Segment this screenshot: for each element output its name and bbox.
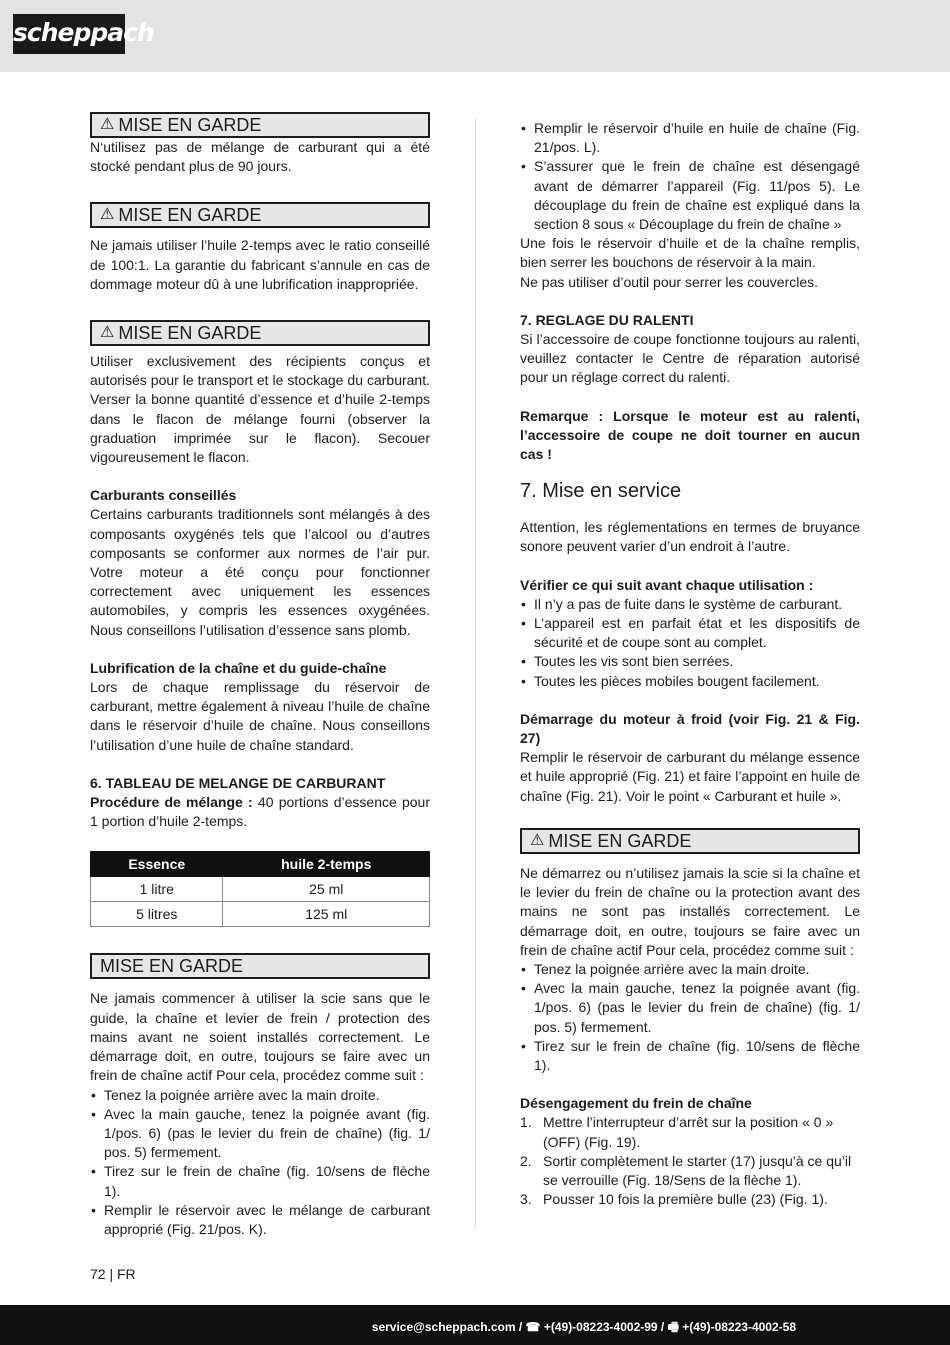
lube-text: Lors de chaque remplissage du réservoir de carburant, mettre également à niveau l’huile de chaîne dans le réservoir d’huile de chaîne. Nous conseillons l’utilisation d’une huile de chaîne standard. [90,679,430,753]
warning-list [520,960,860,1075]
body-text: Ne pas utiliser d’outil pour serrer les couvercles. [520,273,819,290]
table-cell: 25 ml [223,877,430,902]
list-item: • Remplir le réservoir d’huile en huile de chaîne (Fig. 21/pos. L). [520,119,860,157]
table-cell: 125 ml [223,902,430,927]
body-text: Une fois le réservoir d’huile et de la chaîne remplis, bien serrer les bouchons de réservoir à la main. [520,235,860,271]
brake-heading: Désengagement du frein de chaîne [520,1095,752,1112]
fuels-text: Certains carburants traditionnels sont mélangés à des composants oxygénés tels que l’alcool ou d’autres composants se conformer aux normes de l’air pur. Votre moteur a été conçu pour fonctionner correctement avec uniquement les essences automobiles, y compris les essences oxygénées. Nous conseillons l’utilisation d’essence sans plomb. [90,506,430,638]
section-title: 7. Mise en service [520,480,682,503]
warning-triangle-icon: ⚠ [100,206,115,224]
mix-table [90,851,430,927]
warning-box [90,953,430,979]
idle-heading: 7. REGLAGE DU RALENTI [520,311,694,328]
page-header [0,0,950,72]
warning-list [90,1086,430,1240]
left-column [90,112,430,1239]
warning-box [90,320,430,346]
list-item: • Tenez la poignée arrière avec la main droite. [90,1086,430,1105]
warning-text: Ne jamais commencer à utiliser la scie sans que le guide, la chaîne et levier de frein / protection des mains avant ne soient installés correctement. Le démarrage doit, en outre, toujours se faire avec un frein de chaîne actif Pour cela, procédez comme suit : [90,990,430,1084]
list-item: • Tenez la poignée arrière avec la main droite. [520,960,860,979]
check-list [520,595,860,691]
list-item: • Avec la main gauche, tenez la poignée avant (fig. 1/pos. 6) (pas le levier du frein de chaîne) (fig. 1/ pos. 5) fermement. [520,979,860,1037]
footer-bar [0,1305,950,1345]
list-item: • Tirez sur le frein de chaîne (fig. 10/sens de flèche 1). [90,1162,430,1200]
table-cell: 1 litre [91,877,223,902]
list-item: • Tirez sur le frein de chaîne (fig. 10/sens de flèche 1). [520,1037,860,1075]
column-divider [475,118,476,1228]
table-row [91,877,430,902]
list-item: • S’assurer que le frein de chaîne est désengagé avant de démarrer l’appareil (Fig. 11/pos 5). Le découplage du frein de chaîne est expliqué dans la section 8 sous « Découplage du frein de chaîne » [520,157,860,234]
idle-text: Si l’accessoire de coupe fonctionne toujours au ralenti, veuillez contacter le Centre de réparation autorisé pour un réglage correct du ralenti. [520,331,860,386]
fuels-heading: Carburants conseillés [90,487,237,504]
table-header-cell: huile 2-temps [223,852,430,877]
list-item: • Toutes les pièces mobiles bougent facilement. [520,672,860,691]
warning-text: Ne jamais utiliser l’huile 2-temps avec le ratio conseillé de 100:1. La garantie du fabricant s’annule en cas de dommage moteur dû à une lubrification inappropriée. [90,237,430,292]
warning-title: MISE EN GARDE [118,205,262,226]
check-heading: Vérifier ce qui suit avant chaque utilisation : [520,576,814,593]
warning-text: N‘utilisez pas de mélange de carburant qui a été stocké pendant plus de 90 jours. [90,139,430,175]
table-header-row [91,852,430,877]
warning-box [520,828,860,854]
cold-start-text: Remplir le réservoir de carburant du mélange essence et huile approprié (Fig. 21) et faire l’appoint en huile de chaîne (Fig. 21). Voir le point « Carburant et huile ». [520,749,860,804]
mix-table-heading: 6. TABLEAU DE MELANGE DE CARBURANT [90,774,386,791]
list-item: • Il n’y a pas de fuite dans le système de carburant. [520,595,860,614]
cold-start-heading: Démarrage du moteur à froid (voir Fig. 21 & Fig. 27) [520,710,860,747]
table-row [91,902,430,927]
list-item: 1. Mettre l’interrupteur d’arrêt sur la position « 0 » (OFF) (Fig. 19). [520,1114,834,1150]
table-cell: 5 litres [91,902,223,927]
lube-heading: Lubrification de la chaîne et du guide-chaîne [90,659,387,676]
warning-text: Utiliser exclusivement des récipients conçus et autorisés pour le transport et le stockage du carburant. Verser la bonne quantité d’essence et d’huile 2-temps dans le flacon de mélange fourni (observer la graduation imprimée sur le flacon). Secouer vigoureusement le flacon. [90,353,430,466]
contact-text: service@scheppach.com / ☎ +(49)-08223-4002-99 / 🖷 +(49)-08223-4002-58 [371,1320,796,1334]
fill-list [520,119,860,234]
procedure-value: 40 portions d’essence pour 1 portion d’huile 2-temps. [90,794,431,830]
warning-text: Ne démarrez ou n’utilisez jamais la scie si la chaîne et le levier du frein de chaîne ou la protection avant des mains ne sont pas installés correctement. Le démarrage doit, en outre, toujours se faire avec un frein de chaîne actif Pour cela, procédez comme suit : [520,864,860,958]
brake-steps [520,1113,860,1209]
idle-note: Remarque : Lorsque le moteur est au ralenti, l’accessoire de coupe ne doit tourner en aucun cas ! [520,407,860,463]
attention-text: Attention, les réglementations en termes de bruyance sonore peuvent varier d’un endroit à l’autre. [520,519,860,555]
warning-title: MISE EN GARDE [118,115,262,135]
right-column [520,119,860,1209]
warning-box [90,112,430,138]
brand-logo: scheppach [13,14,125,54]
list-item: • Remplir le réservoir avec le mélange de carburant approprié (Fig. 21/pos. K). [90,1201,430,1239]
table-header-cell: Essence [91,852,223,877]
warning-title: MISE EN GARDE [118,323,262,344]
list-item: 2. Sortir complètement le starter (17) jusqu’à ce qu’il se verrouille (Fig. 18/Sens de la flèche 1). [520,1152,852,1188]
warning-triangle-icon: ⚠ [530,831,545,849]
list-item: 3. Pousser 10 fois la première bulle (23) (Fig. 1). [520,1191,828,1208]
warning-title: MISE EN GARDE [548,830,692,851]
warning-box [90,202,430,228]
warning-triangle-icon: ⚠ [100,324,115,342]
list-item: • L’appareil est en parfait état et les dispositifs de sécurité et de coupe sont au complet. [520,614,860,652]
list-item: • Avec la main gauche, tenez la poignée avant (fig. 1/pos. 6) (pas le levier du frein de chaîne) (fig. 1/ pos. 5) fermement. [90,1105,430,1163]
warning-triangle-icon: ⚠ [100,116,115,133]
warning-title: MISE EN GARDE [100,956,244,977]
procedure-text [90,793,430,831]
procedure-label: Procédure de mélange : [90,794,253,811]
page-number: 72 | FR [90,1266,136,1282]
list-item: • Toutes les vis sont bien serrées. [520,652,860,671]
